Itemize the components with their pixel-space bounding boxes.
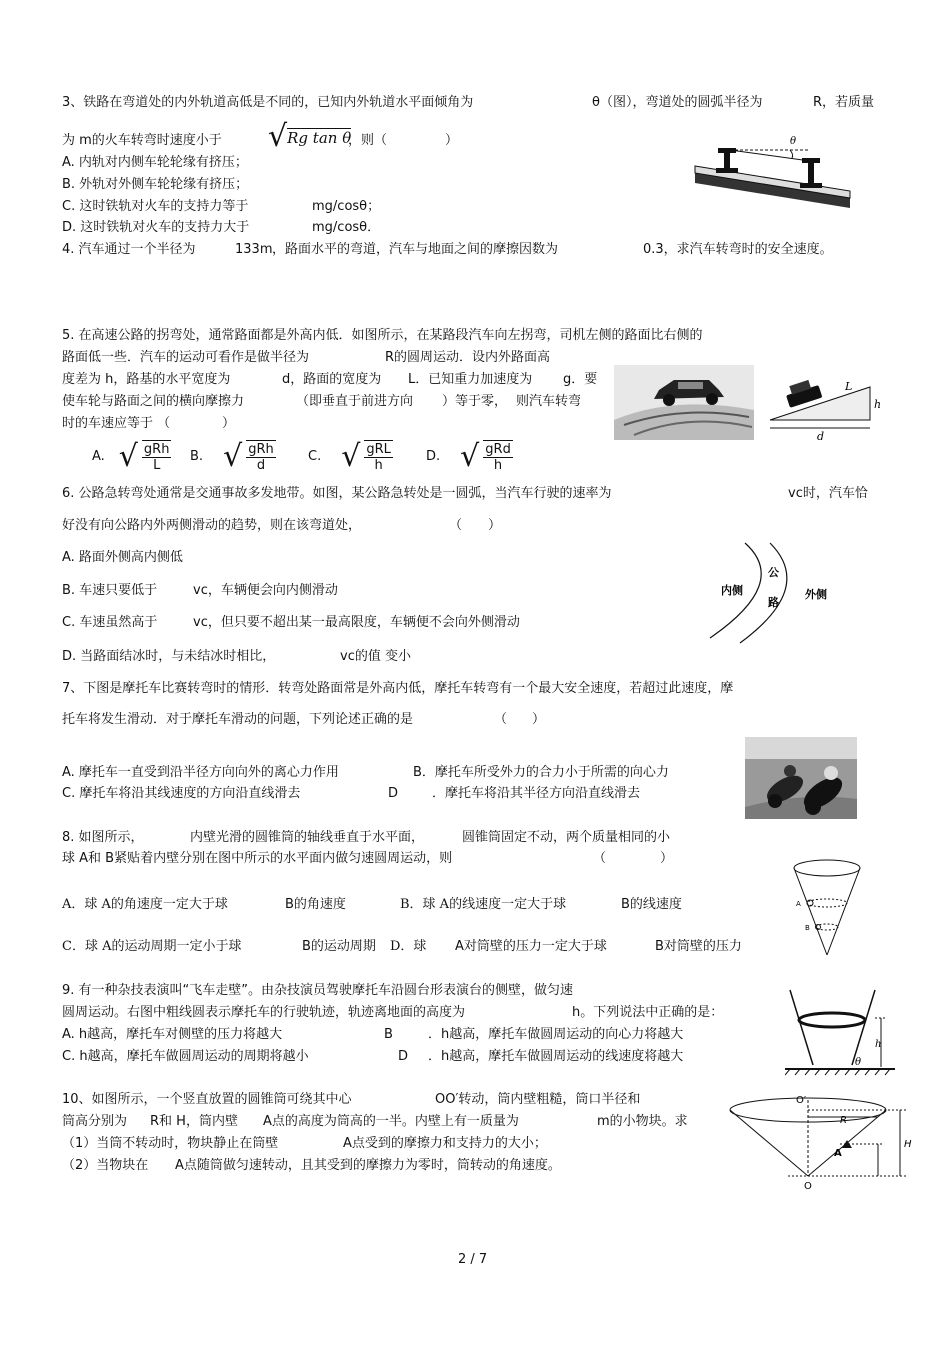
q3-option-c-value: mg/cosθ； bbox=[312, 199, 381, 214]
q3-line2b: ，则（ bbox=[348, 133, 388, 148]
q3-line1: 3、铁路在弯道处的内外轨道高低是不同的，已知内外轨道水平面倾角为 bbox=[62, 95, 474, 110]
q8-option-a2: B的角速度 bbox=[285, 897, 346, 912]
q5-line4a: 使车轮与路面之间的横向摩擦力 bbox=[62, 394, 245, 409]
q5-option-b-label: B. bbox=[190, 449, 204, 464]
q5-line3d: g．要 bbox=[563, 372, 598, 387]
q10-fig-O: O bbox=[804, 1181, 812, 1192]
q10-line2d: m的小物块。求 bbox=[597, 1114, 688, 1129]
q9-option-d2: ．h越高，摩托车做圆周运动的线速度将越大 bbox=[428, 1049, 684, 1064]
q4-text-c: ，路面水平的弯道，汽车与地面之间的摩擦因数为 bbox=[272, 242, 559, 257]
q3-line2c: ） bbox=[445, 133, 459, 148]
q5-option-d-denominator: h bbox=[493, 458, 503, 473]
q8-cone-figure bbox=[790, 855, 865, 960]
q9-option-b1: B bbox=[384, 1027, 393, 1042]
q10-line1a: 10、如图所示，一个竖直放置的圆锥筒可绕其中心 bbox=[62, 1092, 352, 1107]
q6-option-c2: vc，但只要不超出某一最高限度，车辆便不会向外侧滑动 bbox=[193, 615, 520, 630]
q5-option-a-fraction bbox=[142, 440, 172, 473]
q5-option-a-denominator: L bbox=[153, 458, 161, 473]
q10-fig-H: H bbox=[904, 1139, 912, 1150]
q3-line1c: R，若质量 bbox=[813, 95, 875, 110]
q9-option-b2: ．h越高，摩托车做圆周运动的向心力将越大 bbox=[428, 1027, 684, 1042]
q5-option-c-fraction bbox=[364, 440, 393, 473]
sqrt-symbol: √ bbox=[223, 438, 243, 474]
q7-line2a: 托车将发生滑动．对于摩托车滑动的问题，下列论述正确的是 bbox=[62, 712, 414, 727]
q7-line2b: （ bbox=[494, 712, 508, 727]
q8-option-b2: B的线速度 bbox=[621, 897, 682, 912]
q6-option-d2: vc的值 变小 bbox=[340, 649, 411, 664]
q6-line2a: 好没有向公路内外两侧滑动的趋势，则在该弯道处， bbox=[62, 518, 362, 533]
sqrt-symbol: √ bbox=[341, 438, 361, 474]
q10-fig-O1: O′ bbox=[796, 1095, 807, 1106]
q8-option-d1: D．球 bbox=[390, 939, 427, 954]
q5-line1: 5. 在高速公路的拐弯处，通常路面都是外高内低．如图所示，在某路段汽车向左拐弯，司机左侧的路面比右侧的 bbox=[62, 328, 703, 343]
q5-fig-h: h bbox=[874, 398, 882, 411]
q3-option-c: C. 这时铁轨对火车的支持力等于 bbox=[62, 199, 249, 214]
q10-line3a: （1）当筒不转动时，物块静止在筒壁 bbox=[62, 1136, 279, 1151]
q3-line2a: 为 m的火车转弯时速度小于 bbox=[62, 133, 222, 148]
q8-line1a: 8. 如图所示， bbox=[62, 830, 144, 845]
q10-fig-A: A bbox=[834, 1148, 842, 1159]
q6-option-d1: D. 当路面结冰时，与未结冰时相比， bbox=[62, 649, 276, 664]
q10-line1b: OO′转动，筒内壁粗糙，筒口半径和 bbox=[435, 1092, 641, 1107]
q3-option-d-value: mg/cosθ． bbox=[312, 220, 381, 235]
q5-line3c: L．已知重力加速度为 bbox=[408, 372, 533, 387]
q6-option-c1: C. 车速虽然高于 bbox=[62, 615, 158, 630]
q5-option-d-numerator: gRd bbox=[485, 442, 511, 457]
q5-slope-diagram bbox=[765, 372, 885, 442]
q4-text-d: 0.3，求汽车转弯时的安全速度。 bbox=[643, 242, 833, 257]
q8-fig-A: A bbox=[796, 900, 801, 908]
q9-option-d1: D bbox=[398, 1049, 409, 1064]
q8-option-c1: C．球 A的运动周期一定小于球 bbox=[62, 939, 242, 954]
q7-line1: 7、下图是摩托车比赛转弯时的情形．转弯处路面常是外高内低，摩托车转弯有一个最大安全速度，若超过此速度，摩 bbox=[62, 681, 734, 696]
q6-fig-outer: 外侧 bbox=[805, 588, 827, 601]
sqrt-symbol: √ bbox=[268, 119, 288, 154]
q5-option-c-label: C. bbox=[308, 449, 322, 464]
q9-fig-h: h bbox=[875, 1039, 882, 1050]
q5-option-b bbox=[190, 440, 276, 473]
q5-line4d: 则汽车转弯 bbox=[516, 394, 582, 409]
q9-option-c: C. h越高，摩托车做圆周运动的周期将越小 bbox=[62, 1049, 309, 1064]
q8-option-c2: B的运动周期 bbox=[302, 939, 376, 954]
q3-theta-label: θ bbox=[790, 136, 797, 147]
q5-car-photo bbox=[614, 365, 754, 440]
q7-option-b: B．摩托车所受外力的合力小于所需的向心力 bbox=[413, 765, 669, 780]
q7-option-d2: ．摩托车将沿其半径方向沿直线滑去 bbox=[432, 786, 641, 801]
q10-line3b: A点受到的摩擦力和支持力的大小； bbox=[343, 1136, 547, 1151]
q10-line2b: R和 H，筒内壁 bbox=[150, 1114, 238, 1129]
q5-line3a: 度差为 h，路基的水平宽度为 bbox=[62, 372, 231, 387]
q4-text-b: 133m bbox=[235, 242, 273, 257]
q6-line1b: vc时，汽车恰 bbox=[788, 486, 868, 501]
q8-option-d3: B对筒壁的压力 bbox=[655, 939, 742, 954]
q3-line1b: θ（图），弯道处的圆弧半径为 bbox=[592, 95, 763, 110]
q9-stage-figure bbox=[785, 985, 895, 1080]
q8-option-b1: B．球 A的线速度一定大于球 bbox=[400, 897, 567, 912]
q6-fig-inner: 内侧 bbox=[721, 584, 743, 597]
q8-option-a1: A．球 A的角速度一定大于球 bbox=[62, 897, 228, 912]
q8-line2b: （ bbox=[593, 851, 607, 866]
q7-line2c: ） bbox=[532, 712, 546, 727]
q5-line4c: ）等于零， bbox=[442, 394, 508, 409]
q5-option-d bbox=[426, 440, 513, 473]
q5-line4b: （即垂直于前进方向 bbox=[296, 394, 414, 409]
sqrt-symbol: √ bbox=[460, 438, 480, 474]
q3-option-a: A. 内轨对内侧车轮轮缘有挤压； bbox=[62, 155, 248, 170]
q9-option-a: A. h越高，摩托车对侧壁的压力将越大 bbox=[62, 1027, 283, 1042]
q5-line2a: 路面低一些．汽车的运动可看作是做半径为 bbox=[62, 350, 310, 365]
q5-option-d-label: D. bbox=[426, 449, 441, 464]
q9-line1: 9. 有一种杂技表演叫“飞车走壁”。由杂技演员驾驶摩托车沿圆台形表演台的侧壁，做匀速 bbox=[62, 983, 574, 998]
q6-fig-road1: 公 bbox=[768, 566, 779, 579]
q10-cone-figure bbox=[728, 1092, 918, 1192]
q6-road-figure bbox=[705, 538, 845, 646]
q5-option-a-numerator: gRh bbox=[143, 442, 170, 457]
q5-option-b-numerator: gRh bbox=[248, 442, 274, 457]
q5-line2b: R的圆周运动．设内外路面高 bbox=[385, 350, 551, 365]
q9-line2a: 圆周运动。右图中粗线圆表示摩托车的行驶轨迹，轨迹离地面的高度为 bbox=[62, 1005, 466, 1020]
q7-motorcycle-photo bbox=[745, 737, 857, 819]
q5-option-c bbox=[308, 440, 393, 473]
q7-option-d1: D bbox=[388, 786, 399, 801]
q5-line5: 时的车速应等于 （ bbox=[62, 416, 171, 431]
q10-line2a: 筒高分别为 bbox=[62, 1114, 128, 1129]
q3-formula bbox=[268, 119, 352, 154]
sqrt-symbol: √ bbox=[118, 438, 138, 474]
q5-fig-d: d bbox=[817, 430, 825, 442]
q10-fig-R: R bbox=[840, 1115, 847, 1126]
q3-track-figure bbox=[690, 128, 860, 213]
q10-line2c: A点的高度为筒高的一半。内壁上有一质量为 bbox=[263, 1114, 519, 1129]
page-number: 2 / 7 bbox=[458, 1252, 488, 1267]
q9-line2b: h。下列说法中正确的是： bbox=[572, 1005, 724, 1020]
q8-line2c: ） bbox=[660, 851, 674, 866]
q6-option-a: A. 路面外侧高内侧低 bbox=[62, 550, 183, 565]
q3-option-d: D. 这时铁轨对火车的支持力大于 bbox=[62, 220, 250, 235]
q5-option-d-fraction bbox=[483, 440, 513, 473]
q6-line1a: 6. 公路急转弯处通常是交通事故多发地带。如图，某公路急转处是一圆弧，当汽车行驶的速率为 bbox=[62, 486, 612, 501]
q6-line2c: ） bbox=[488, 518, 502, 533]
q6-option-b2: vc，车辆便会向内侧滑动 bbox=[193, 583, 338, 598]
q10-line4b: A点随筒做匀速转动，且其受到的摩擦力为零时，筒转动的角速度。 bbox=[175, 1158, 561, 1173]
q3-formula-text: Rg tan θ bbox=[287, 129, 352, 147]
q9-fig-theta: θ bbox=[855, 1057, 862, 1068]
q8-option-d2: A对筒壁的压力一定大于球 bbox=[455, 939, 607, 954]
q5-line3b: d，路面的宽度为 bbox=[282, 372, 382, 387]
q6-fig-road2: 路 bbox=[768, 596, 779, 609]
q10-line4a: （2）当物块在 bbox=[62, 1158, 149, 1173]
q5-option-b-denominator: d bbox=[256, 458, 266, 473]
q8-fig-B: B bbox=[805, 924, 810, 932]
q5-option-a bbox=[92, 440, 171, 473]
q4-text-a: 4. 汽车通过一个半径为 bbox=[62, 242, 196, 257]
q6-line2b: （ bbox=[449, 518, 463, 533]
q5-option-c-numerator: gRL bbox=[366, 442, 391, 457]
q5-fig-L: L bbox=[845, 380, 853, 393]
q8-line2a: 球 A和 B紧贴着内壁分别在图中所示的水平面内做匀速圆周运动，则 bbox=[62, 851, 453, 866]
q7-option-c: C. 摩托车将沿其线速度的方向沿直线滑去 bbox=[62, 786, 301, 801]
q7-option-a: A. 摩托车一直受到沿半径方向向外的离心力作用 bbox=[62, 765, 339, 780]
q5-option-b-fraction bbox=[246, 440, 276, 473]
q3-option-b: B. 外轨对外侧车轮轮缘有挤压； bbox=[62, 177, 249, 192]
q5-line5b: ） bbox=[222, 416, 236, 431]
q8-line1c: 圆锥筒固定不动，两个质量相同的小 bbox=[462, 830, 671, 845]
q6-option-b1: B. 车速只要低于 bbox=[62, 583, 158, 598]
q5-option-c-denominator: h bbox=[374, 458, 383, 473]
q5-option-a-label: A. bbox=[92, 449, 105, 464]
q8-line1b: 内壁光滑的圆锥筒的轴线垂直于水平面， bbox=[190, 830, 425, 845]
